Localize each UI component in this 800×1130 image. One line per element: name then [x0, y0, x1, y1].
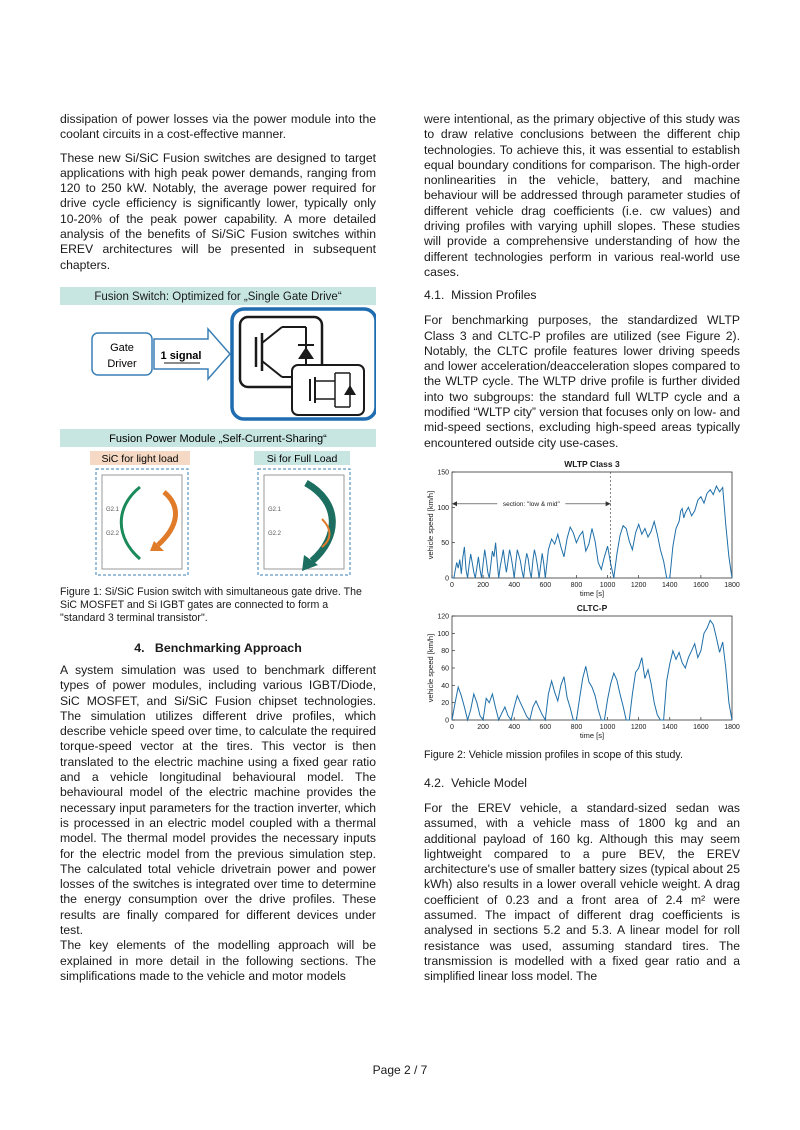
wltp-xtick-label-2: 400 [508, 581, 521, 589]
wltp-chart [424, 459, 740, 599]
gate-driver-label-2: Driver [107, 357, 137, 370]
cltc-xtick-label-4: 800 [570, 723, 583, 731]
cltc-chart [424, 604, 740, 740]
right-paragraph-3: For the EREV vehicle, a standard-sized sedan was assumed, with a vehicle mass of 1800 kg and an additional payload of 160 kg. Although this may seem lightweight compared to a pure BEV, the EREV architecture's use of smaller battery sizes (typical about 25 kWh) also results in a lower overall vehicle weight. A drag coefficient of 0.23 and a front area of 2.4 m² were assumed. The impact of different drag coefficients is analysed in sections 5.2 and 5.3. A linear model for roll resistance was used, assuming standard tires. The transmission is modelled with a fixed gear ratio and a simplified linear loss model. The [424, 800, 740, 984]
cltc-xtick-label-9: 1800 [724, 723, 740, 731]
cltc-ytick-label-2: 40 [441, 682, 449, 690]
sic-module-circuit [102, 475, 182, 569]
wltp-xtick-label-4: 800 [570, 581, 583, 589]
fusion-switch-banner-text: Fusion Switch: Optimized for „Single Gate Drive“ [94, 290, 342, 303]
cltc-xtick-label-0: 0 [450, 723, 454, 731]
wltp-xtick-label-9: 1800 [724, 581, 740, 589]
cltc-xtick-label-3: 600 [539, 723, 552, 731]
si-full-load-text: Si for Full Load [266, 452, 338, 465]
sic-g21-label: G2.1 [106, 506, 120, 513]
cltc-ytick-label-6: 120 [437, 613, 449, 621]
fusion-module-banner-text: Fusion Power Module „Self-Current-Sharing“ [109, 432, 327, 445]
wltp-xtick-label-8: 1600 [693, 581, 709, 589]
section-4-heading: 4. Benchmarking Approach [134, 640, 302, 655]
figure-1-caption: Figure 1: Si/SiC Fusion switch with simultaneous gate drive. The SiC MOSFET and Si IGBT gates are connected to form a "standard 3 terminal transistor". [60, 585, 362, 624]
cltc-xtick-label-8: 1600 [693, 723, 709, 731]
left-paragraph-3: A system simulation was used to benchmark different types of power modules, including various IGBT/Diode, SiC MOSFET, and Si/SiC Fusion chipset technologies. The simulation utilizes different drive profiles, which describe vehicle speed over time, to calculate the required torque-speed vector at the tires. This vector is then translated to the electric machine using a fixed gear ratio and a vehicle longitudinal behavioural model. The behavioural model of the electric machine provides the necessary input parameters for the traction inverter, which is processed in an electric model coupled with a thermal model. The thermal model provides the necessary inputs for the electric model from the previous simulation step. The calculated total vehicle drivetrain power and power losses of the switches is integrated over time to determine the energy consumption over the drive profiles. These results are finally compared for different devices under test. [60, 662, 376, 938]
cltc-xtick-label-1: 200 [477, 723, 489, 731]
cltc-ytick-label-5: 100 [437, 630, 449, 638]
left-paragraph-2: These new Si/SiC Fusion switches are designed to target applications with high peak power demands, ranging from 120 to 250 kW. Notably, the average power required for drive cycle efficiency is significantly lower, typically only 10-20% of the peak power capability. A more detailed analysis of the benefits of Si/SiC Fusion switches within EREV architectures will be presented in subsequent chapters. [60, 150, 376, 272]
signal-arrow-label: 1 signal [160, 349, 202, 362]
cltc-ytick-label-3: 60 [441, 665, 449, 673]
cltc-xtick-label-7: 1400 [661, 723, 678, 731]
si-g22-label: G2.2 [268, 530, 282, 537]
wltp-ytick-label-1: 50 [441, 540, 449, 548]
cltc-ytick-label-4: 80 [441, 648, 449, 656]
cltc-xtick-label-2: 400 [508, 723, 521, 731]
figure-1 [60, 287, 376, 625]
wltp-plot-area [452, 472, 732, 578]
subsection-4-2-heading: 4.2. Vehicle Model [424, 775, 527, 790]
mosfet-symbol-box [292, 365, 364, 415]
sic-g22-label: G2.2 [106, 530, 120, 537]
wltp-ytick-label-3: 150 [437, 469, 449, 477]
sic-green-current-arrow [121, 487, 140, 559]
cltc-xtick-label-5: 1000 [599, 723, 616, 731]
left-paragraph-1: dissipation of power losses via the power module into the coolant circuits in a cost-effective manner. [60, 112, 376, 142]
left-column [60, 112, 376, 992]
cltc-xlabel: time [s] [579, 730, 605, 740]
wltp-xlabel: time [s] [579, 588, 605, 598]
cltc-ytick-label-1: 20 [441, 700, 449, 708]
wltp-ylabel: vehicle speed [km/h] [426, 490, 435, 560]
cltc-ytick-label-0: 0 [445, 717, 449, 725]
cltc-xtick-label-6: 1200 [630, 723, 647, 731]
page-footer: Page 2 / 7 [372, 1063, 428, 1077]
si-g21-label: G2.1 [268, 506, 282, 513]
cltc-ylabel: vehicle speed [km/h] [426, 633, 435, 703]
wltp-ytick-label-2: 100 [437, 504, 449, 512]
si-green-current-arrow [306, 483, 332, 561]
wltp-xtick-label-5: 1000 [599, 581, 616, 589]
wltp-xtick-label-6: 1200 [630, 581, 647, 589]
sic-light-load-text: SiC for light load [101, 452, 179, 465]
wltp-title: WLTP Class 3 [564, 458, 620, 469]
figure-2 [424, 459, 740, 762]
wltp-xtick-label-1: 200 [477, 581, 489, 589]
wltp-ytick-label-0: 0 [445, 575, 449, 583]
sic-orange-current-arrow [158, 492, 175, 545]
wltp-xtick-label-0: 0 [450, 581, 454, 589]
figure-2-caption: Figure 2: Vehicle mission profiles in scope of this study. [424, 748, 683, 761]
wltp-xtick-label-7: 1400 [661, 581, 678, 589]
wltp-annotation-text: section: "low & mid" [502, 500, 560, 508]
subsection-4-1-heading: 4.1. Mission Profiles [424, 288, 537, 303]
left-paragraph-4: The key elements of the modelling approach will be explained in more detail in the following sections. The simplifications made to the vehicle and motor models [60, 938, 376, 983]
wltp-xtick-label-3: 600 [539, 581, 552, 589]
right-column [424, 112, 740, 993]
cltc-plot-area [452, 616, 732, 720]
cltc-title: CLTC-P [576, 603, 608, 613]
right-paragraph-2: For benchmarking purposes, the standardized WLTP Class 3 and CLTC-P profiles are utilized (see Figure 2). Notably, the CLTC profile features lower driving speeds and lower acceleration/deacceleration slopes compared to the WLTP cycle. The WLTP drive profile is further divided into two subgroups: the standard full WLTP cycle and a modified “WLTP city” version that focuses only on low- and mid-speed sections, excluding high-speed areas typically encountered outside city use-cases. [424, 313, 740, 450]
right-paragraph-1: were intentional, as the primary objective of this study was to draw relative conclusions between the different chip technologies. To achieve this, it was essential to establish equal boundary conditions for comparison. The high-order nonlinearities in the vehicle, battery, and machine behaviour will be addressed through parameter studies of different vehicle drag coefficients (i.e. cw values) and driving profiles with varying uphill slopes. These studies will provide a comprehensive understanding of how the different technologies perform in various real-world use cases. [424, 112, 740, 279]
gate-driver-label-1: Gate [110, 341, 134, 354]
figure-1-graphic [60, 287, 376, 577]
